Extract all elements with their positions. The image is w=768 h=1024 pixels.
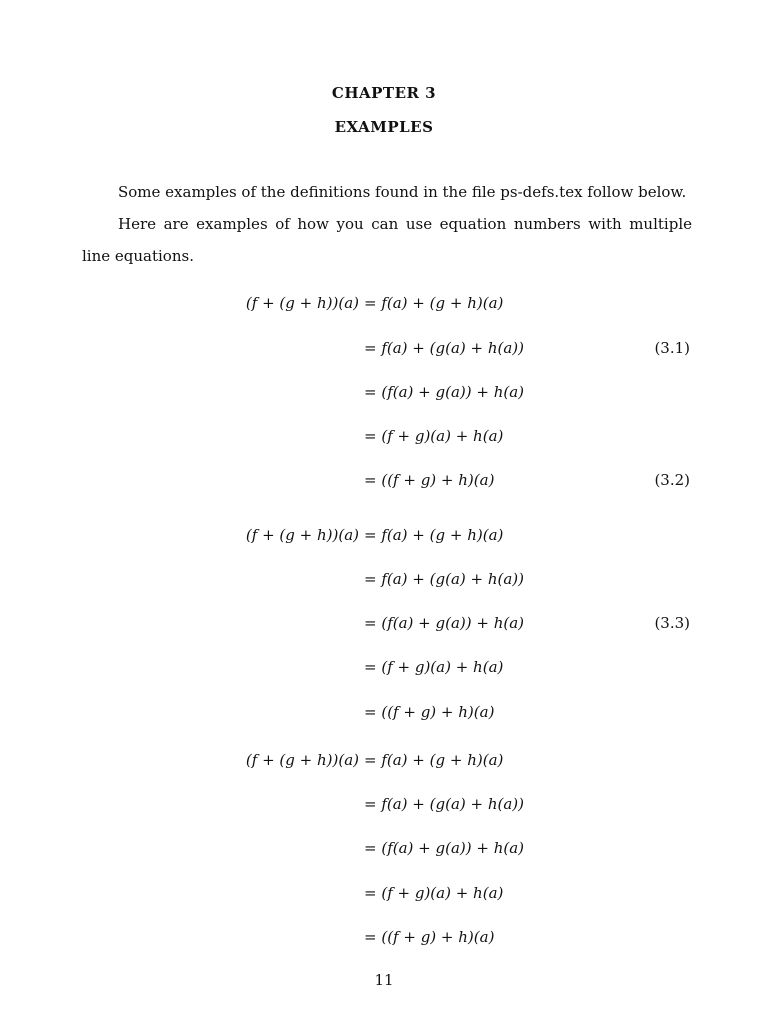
equation-rhs: = f(a) + (g(a) + h(a)) [364, 795, 525, 813]
equation-rhs: = f(a) + (g + h)(a) [364, 294, 504, 312]
equation-line [0, 568, 768, 590]
equation-line [0, 882, 768, 904]
equation-line [0, 524, 768, 546]
equation-line [0, 469, 768, 491]
equation-line [0, 793, 768, 815]
equation-rhs: = (f + g)(a) + h(a) [364, 884, 504, 902]
equation-rhs: = (f(a) + g(a)) + h(a) [364, 839, 525, 857]
equation-rhs: = f(a) + (g + h)(a) [364, 751, 504, 769]
chapter-title: EXAMPLES [334, 118, 434, 136]
equation-lhs: (f + (g + h))(a) [245, 526, 359, 544]
paragraph-equation-numbers: Here are examples of how you can use equation numbers with multiple line equations. [82, 215, 692, 265]
equation-line [0, 425, 768, 447]
equation-rhs: = (f + g)(a) + h(a) [364, 658, 504, 676]
equation-lhs: (f + (g + h))(a) [245, 294, 359, 312]
equation-line [0, 749, 768, 771]
equation-line [0, 926, 768, 948]
equation-number: (3.2) [654, 471, 690, 489]
equation-rhs: = (f(a) + g(a)) + h(a) [364, 614, 525, 632]
equation-number: (3.1) [654, 339, 690, 357]
chapter-number: CHAPTER 3 [331, 84, 437, 102]
equation-line [0, 337, 768, 359]
equation-rhs: = ((f + g) + h)(a) [364, 471, 495, 489]
equation-lhs: (f + (g + h))(a) [245, 751, 359, 769]
equation-line [0, 381, 768, 403]
equation-rhs: = (f(a) + g(a)) + h(a) [364, 383, 525, 401]
equation-line [0, 292, 768, 314]
equation-line [0, 837, 768, 859]
equation-rhs: = f(a) + (g + h)(a) [364, 526, 504, 544]
page-number: 11 [374, 971, 394, 989]
equation-rhs: = f(a) + (g(a) + h(a)) [364, 570, 525, 588]
equation-number: (3.3) [654, 614, 690, 632]
equation-rhs: = ((f + g) + h)(a) [364, 703, 495, 721]
paragraph-intro: Some examples of the definitions found in the file ps-defs.tex follow below. [118, 183, 687, 201]
equation-line [0, 701, 768, 723]
equation-rhs: = (f + g)(a) + h(a) [364, 427, 504, 445]
equation-rhs: = ((f + g) + h)(a) [364, 928, 495, 946]
equation-line [0, 612, 768, 634]
equation-line [0, 656, 768, 678]
equation-rhs: = f(a) + (g(a) + h(a)) [364, 339, 525, 357]
